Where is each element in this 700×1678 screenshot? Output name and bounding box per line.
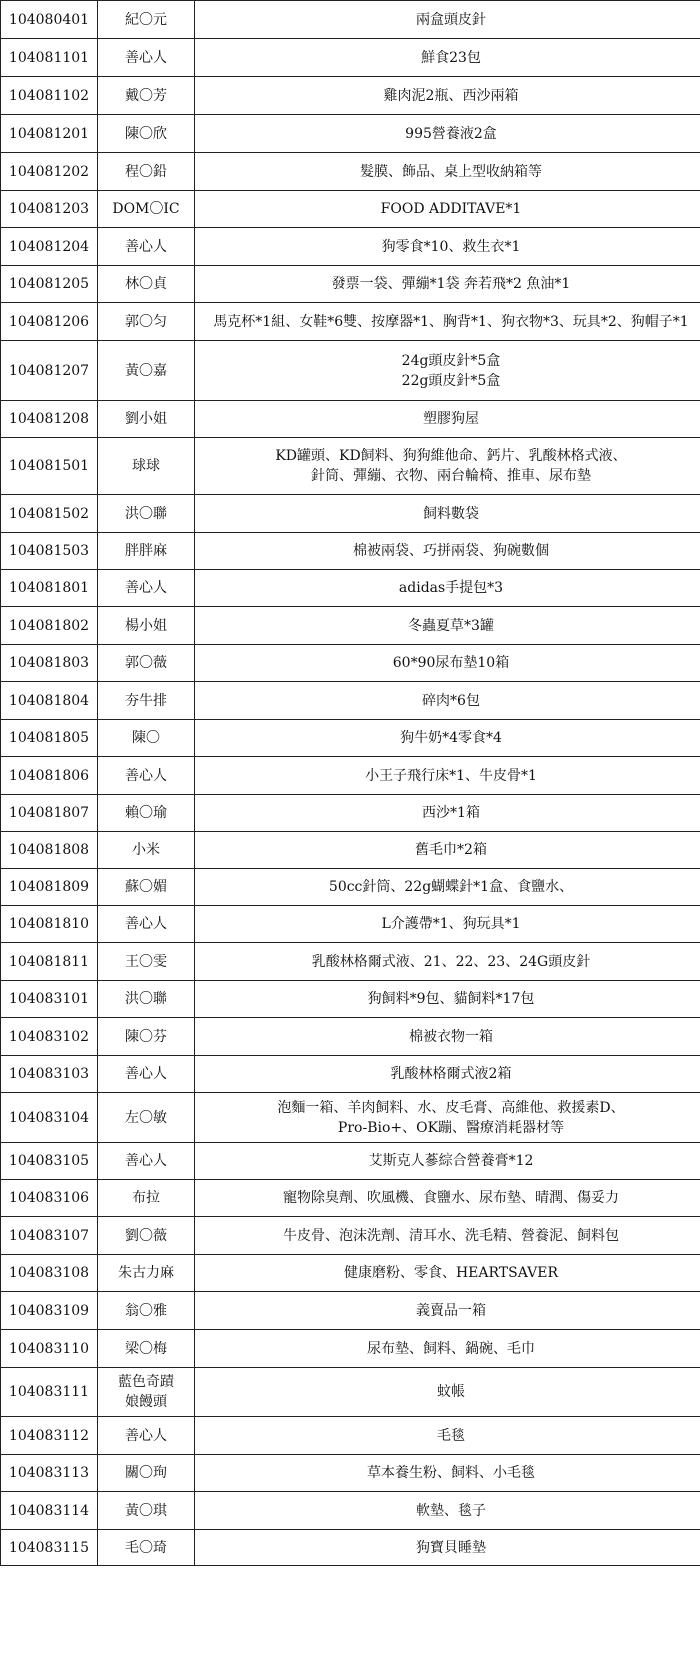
table-row: [1, 1530, 700, 1566]
donor-name-line: 朱古力麻: [118, 1265, 174, 1281]
donation-id-cell: 104083115: [1, 1530, 98, 1566]
donated-items-line: 狗寶貝睡墊: [416, 1539, 486, 1556]
donor-name-line: 陳〇欣: [125, 125, 167, 142]
donated-items-line: 髮膜、飾品、桌上型收納箱等: [360, 163, 542, 180]
donor-name-line: 蘇〇媚: [125, 879, 167, 895]
donated-items-cell: [195, 757, 700, 795]
donor-name-cell: [98, 943, 195, 981]
donated-items-line: 棉被兩袋、巧拼兩袋、狗碗數個: [353, 543, 549, 559]
donation-id-cell: 104081806: [1, 757, 98, 795]
table-row: [1, 191, 700, 228]
table-row: [1, 1180, 700, 1217]
donation-id-cell: 104083111: [1, 1368, 98, 1417]
donor-name-line: 紀〇元: [125, 11, 167, 28]
donor-name-cell: [98, 1417, 195, 1455]
donated-items-line: 狗牛奶*4零食*4: [400, 730, 502, 746]
table-row: [1, 757, 700, 795]
donor-name-line: 善心人: [125, 238, 167, 255]
donor-name-cell: [98, 77, 195, 115]
donor-name-line: 郭〇匀: [125, 313, 167, 330]
table-row: [1, 607, 700, 645]
donor-name-cell: [98, 1018, 195, 1056]
donor-name-cell: [98, 303, 195, 341]
table-row: [1, 39, 700, 77]
donor-name-cell: [98, 1530, 195, 1566]
donated-items-cell: [195, 682, 700, 720]
table-row: [1, 1056, 700, 1093]
donated-items-line: 寵物除臭劑、吹風機、食鹽水、尿布墊、晴潤、傷妥力: [283, 1190, 619, 1206]
donor-name-cell: [98, 1292, 195, 1330]
donor-name-cell: [98, 1368, 195, 1417]
donation-id-cell: 104081208: [1, 401, 98, 438]
donor-name-cell: [98, 1217, 195, 1255]
donated-items-line: 狗飼料*9包、貓飼料*17包: [367, 991, 535, 1007]
donated-items-line: 雞肉泥2瓶、西沙兩箱: [383, 87, 519, 104]
donated-items-cell: [195, 607, 700, 645]
donor-name-line: 球球: [132, 458, 160, 474]
donated-items-cell: [195, 1455, 700, 1492]
table-row: [1, 832, 700, 869]
donated-items-line: 健康磨粉、零食、HEARTSAVER: [343, 1265, 559, 1281]
table-row: [1, 981, 700, 1018]
donor-name-cell: [98, 906, 195, 943]
donated-items-line: 蚊帳: [437, 1384, 465, 1400]
donated-items-line: 22g頭皮針*5盒: [401, 372, 501, 389]
donated-items-line: 泡麵一箱、羊肉飼料、水、皮毛膏、高維他、救援素D、: [277, 1099, 625, 1116]
donated-items-cell: [195, 1255, 700, 1292]
donation-id-cell: 104083104: [1, 1093, 98, 1143]
donor-name-line: 小米: [132, 842, 160, 858]
table-row: [1, 570, 700, 607]
table-row: [1, 153, 700, 191]
donated-items-line: KD罐頭、KD飼料、狗狗維他命、鈣片、乳酸林格式液、: [275, 448, 627, 464]
donated-items-line: 60*90尿布墊10箱: [392, 655, 510, 671]
donated-items-line: 西沙*1箱: [422, 805, 480, 821]
donation-id-cell: 104083102: [1, 1018, 98, 1056]
donated-items-cell: [195, 645, 700, 682]
donor-name-line: 娘饅頭: [125, 1394, 167, 1410]
donor-name-line: 毛〇琦: [125, 1539, 167, 1556]
table-row: [1, 1255, 700, 1292]
donation-id-cell: 104083103: [1, 1056, 98, 1093]
donor-name-line: 洪〇聯: [125, 505, 167, 522]
donor-name-cell: [98, 1056, 195, 1093]
donated-items-cell: [195, 1217, 700, 1255]
donor-name-cell: [98, 438, 195, 495]
donation-id-cell: 104081204: [1, 228, 98, 266]
donated-items-cell: [195, 906, 700, 943]
donor-name-cell: [98, 981, 195, 1018]
donated-items-cell: [195, 228, 700, 266]
table-row: [1, 438, 700, 495]
donated-items-line: 艾斯克人蔘綜合營養膏*12: [368, 1153, 534, 1169]
donor-name-line: 善心人: [125, 1153, 167, 1169]
donor-name-cell: [98, 1180, 195, 1217]
donor-name-line: 布拉: [132, 1190, 160, 1206]
donor-name-line: 楊小姐: [125, 617, 167, 634]
donor-name-cell: [98, 570, 195, 607]
donor-name-line: 翁〇雅: [125, 1302, 167, 1319]
donated-items-cell: [195, 115, 700, 153]
donated-items-cell: [195, 1292, 700, 1330]
donation-id-cell: 104081807: [1, 795, 98, 832]
donated-items-line: 針筒、彈繃、衣物、兩台輪椅、推車、尿布墊: [311, 468, 591, 484]
donor-name-cell: [98, 720, 195, 757]
table-row: [1, 266, 700, 303]
donated-items-cell: [195, 39, 700, 77]
donated-items-cell: [195, 266, 700, 303]
donation-id-cell: 104081802: [1, 607, 98, 645]
donated-items-cell: [195, 341, 700, 401]
donor-name-cell: [98, 495, 195, 533]
table-row: [1, 303, 700, 341]
table-row: [1, 869, 700, 906]
donated-items-cell: [195, 1093, 700, 1143]
donor-name-line: 善心人: [125, 1066, 167, 1082]
table-row: [1, 1093, 700, 1143]
donor-name-line: 王〇雯: [125, 953, 167, 970]
donated-items-line: 棉被衣物一箱: [409, 1028, 493, 1045]
donor-name-cell: [98, 682, 195, 720]
donated-items-cell: [195, 303, 700, 341]
table-row: [1, 77, 700, 115]
donated-items-cell: [195, 1492, 700, 1530]
donation-id-cell: 104081809: [1, 869, 98, 906]
donated-items-cell: [195, 570, 700, 607]
donated-items-line: 塑膠狗屋: [423, 411, 479, 427]
donor-name-line: 善心人: [125, 916, 167, 932]
donated-items-line: 乳酸林格爾式液2箱: [390, 1066, 512, 1082]
donated-items-cell: [195, 720, 700, 757]
donor-name-cell: [98, 1093, 195, 1143]
donation-id-cell: 104083113: [1, 1455, 98, 1492]
donated-items-cell: [195, 1180, 700, 1217]
donated-items-cell: [195, 438, 700, 495]
table-row: [1, 1217, 700, 1255]
donation-id-cell: 104083114: [1, 1492, 98, 1530]
donor-name-cell: [98, 757, 195, 795]
donation-id-cell: 104083101: [1, 981, 98, 1018]
table-row: [1, 645, 700, 682]
donation-id-cell: 104081205: [1, 266, 98, 303]
table-row: [1, 401, 700, 438]
donated-items-line: 尿布墊、飼料、鍋碗、毛巾: [367, 1340, 535, 1357]
donated-items-line: 狗零食*10、救生衣*1: [381, 238, 521, 255]
donation-id-cell: 104083108: [1, 1255, 98, 1292]
donor-name-cell: [98, 153, 195, 191]
donated-items-cell: [195, 1056, 700, 1093]
table-row: [1, 720, 700, 757]
donated-items-cell: [195, 191, 700, 228]
donor-name-line: 黃〇琪: [125, 1502, 167, 1519]
donated-items-line: L介護帶*1、狗玩具*1: [381, 916, 521, 932]
donor-name-line: 程〇鉛: [125, 163, 167, 180]
donor-name-cell: [98, 1, 195, 39]
donated-items-line: FOOD ADDITAVE*1: [380, 201, 522, 217]
donation-id-cell: 104081808: [1, 832, 98, 869]
donation-id-cell: 104081804: [1, 682, 98, 720]
table-row: [1, 1330, 700, 1368]
donation-id-cell: 104081501: [1, 438, 98, 495]
donated-items-line: adidas手提包*3: [398, 580, 504, 596]
donor-name-line: DOM〇IC: [112, 201, 180, 217]
table-row: [1, 341, 700, 401]
donor-name-line: 善心人: [125, 580, 167, 596]
donation-id-cell: 104081810: [1, 906, 98, 943]
donation-id-cell: 104081206: [1, 303, 98, 341]
donor-name-line: 郭〇薇: [125, 655, 167, 671]
donor-name-cell: [98, 1143, 195, 1180]
donation-id-cell: 104083109: [1, 1292, 98, 1330]
donation-id-cell: 104083106: [1, 1180, 98, 1217]
donor-name-cell: [98, 832, 195, 869]
donor-name-cell: [98, 795, 195, 832]
donor-name-cell: [98, 1255, 195, 1292]
table-row: [1, 533, 700, 570]
donor-name-cell: [98, 39, 195, 77]
donated-items-cell: [195, 1, 700, 39]
donated-items-line: 草本養生粉、飼料、小毛毯: [367, 1465, 535, 1481]
donated-items-line: 義賣品一箱: [416, 1302, 486, 1319]
donor-name-line: 陳〇: [132, 730, 160, 746]
donation-id-cell: 104081811: [1, 943, 98, 981]
donation-id-cell: 104081207: [1, 341, 98, 401]
donated-items-cell: [195, 533, 700, 570]
donation-id-cell: 104083107: [1, 1217, 98, 1255]
donation-id-cell: 104081503: [1, 533, 98, 570]
donated-items-line: 飼料數袋: [423, 505, 479, 522]
table-row: [1, 943, 700, 981]
donated-items-line: Pro-Bio+、OK蹦、醫療消耗器材等: [337, 1119, 565, 1136]
donor-name-line: 戴〇芳: [125, 87, 167, 104]
donation-id-cell: 104081805: [1, 720, 98, 757]
donor-name-cell: [98, 1330, 195, 1368]
donated-items-cell: [195, 1018, 700, 1056]
donor-name-cell: [98, 266, 195, 303]
donated-items-line: 冬蟲夏草*3罐: [408, 617, 494, 634]
donated-items-line: 毛毯: [437, 1427, 465, 1444]
donor-name-line: 善心人: [125, 1427, 167, 1444]
table-row: [1, 906, 700, 943]
donor-name-line: 善心人: [125, 49, 167, 66]
donated-items-cell: [195, 981, 700, 1018]
donation-id-cell: 104081502: [1, 495, 98, 533]
donor-name-line: 陳〇芬: [125, 1028, 167, 1045]
donor-name-line: 藍色奇蹟: [118, 1374, 174, 1390]
donated-items-cell: [195, 1143, 700, 1180]
donor-name-cell: [98, 401, 195, 438]
table-row: [1, 1455, 700, 1492]
donor-name-line: 梁〇梅: [125, 1340, 167, 1357]
donation-id-cell: 104081201: [1, 115, 98, 153]
table-row: [1, 228, 700, 266]
donated-items-cell: [195, 1368, 700, 1417]
donor-name-line: 左〇敏: [125, 1109, 167, 1126]
donor-name-cell: [98, 1455, 195, 1492]
donated-items-cell: [195, 495, 700, 533]
donor-name-line: 善心人: [125, 767, 167, 784]
donated-items-line: 995營養液2盒: [405, 125, 497, 142]
donated-items-line: 發票一袋、彈繃*1袋 奔若飛*2 魚油*1: [331, 276, 571, 292]
table-row: [1, 1417, 700, 1455]
donated-items-line: 24g頭皮針*5盒: [401, 352, 501, 369]
table-row: [1, 1, 700, 39]
table-body: [1, 1, 700, 1566]
donor-name-cell: [98, 645, 195, 682]
table-row: [1, 1292, 700, 1330]
donor-name-cell: [98, 533, 195, 570]
donor-name-cell: [98, 115, 195, 153]
donor-name-cell: [98, 191, 195, 228]
donation-id-cell: 104081803: [1, 645, 98, 682]
donor-name-line: 洪〇聯: [125, 991, 167, 1007]
donation-id-cell: 104080401: [1, 1, 98, 39]
donation-id-cell: 104083112: [1, 1417, 98, 1455]
donated-items-line: 碎肉*6包: [422, 692, 480, 709]
donor-name-line: 賴〇瑜: [125, 805, 167, 821]
donated-items-cell: [195, 1530, 700, 1566]
donor-name-line: 夯牛排: [125, 692, 167, 709]
donor-name-line: 劉小姐: [125, 411, 167, 427]
donated-items-line: 鮮食23包: [421, 49, 481, 66]
donation-id-cell: 104081102: [1, 77, 98, 115]
donation-id-cell: 104081202: [1, 153, 98, 191]
donation-id-cell: 104081203: [1, 191, 98, 228]
donor-name-cell: [98, 1492, 195, 1530]
donated-items-cell: [195, 869, 700, 906]
table-row: [1, 682, 700, 720]
donated-items-cell: [195, 832, 700, 869]
table-row: [1, 115, 700, 153]
donation-id-cell: 104081101: [1, 39, 98, 77]
donated-items-cell: [195, 401, 700, 438]
donated-items-line: 50cc針筒、22g蝴蝶針*1盒、食鹽水、: [328, 879, 574, 895]
donor-name-cell: [98, 607, 195, 645]
donated-items-line: 小王子飛行床*1、牛皮骨*1: [365, 767, 537, 784]
donor-name-line: 胖胖麻: [125, 543, 167, 559]
donated-items-cell: [195, 77, 700, 115]
donated-items-line: 舊毛巾*2箱: [415, 842, 487, 858]
donor-name-cell: [98, 228, 195, 266]
donation-id-cell: 104081801: [1, 570, 98, 607]
donor-name-line: 劉〇薇: [125, 1227, 167, 1244]
donated-items-cell: [195, 943, 700, 981]
table-row: [1, 1143, 700, 1180]
donation-id-cell: 104083105: [1, 1143, 98, 1180]
donated-items-line: 乳酸林格爾式液、21、22、23、24G頭皮針: [311, 953, 591, 970]
donor-name-cell: [98, 869, 195, 906]
table-row: [1, 495, 700, 533]
donated-items-cell: [195, 1417, 700, 1455]
donated-items-line: 牛皮骨、泡沫洗劑、清耳水、洗毛精、營養泥、飼料包: [283, 1227, 619, 1244]
donor-name-line: 黃〇嘉: [125, 362, 167, 379]
donated-items-cell: [195, 795, 700, 832]
donor-name-cell: [98, 341, 195, 401]
donated-items-line: 軟墊、毯子: [416, 1502, 486, 1519]
donated-items-line: 兩盒頭皮針: [416, 11, 486, 28]
donated-items-line: 馬克杯*1組、女鞋*6雙、按摩器*1、胸背*1、狗衣物*3、玩具*2、狗帽子*1: [213, 313, 689, 330]
donated-items-cell: [195, 153, 700, 191]
donor-name-line: 關〇珣: [125, 1465, 167, 1481]
table-row: [1, 795, 700, 832]
table-row: [1, 1368, 700, 1417]
table-row: [1, 1492, 700, 1530]
donation-id-cell: 104083110: [1, 1330, 98, 1368]
donor-name-line: 林〇貞: [125, 276, 167, 292]
table-row: [1, 1018, 700, 1056]
donated-items-cell: [195, 1330, 700, 1368]
